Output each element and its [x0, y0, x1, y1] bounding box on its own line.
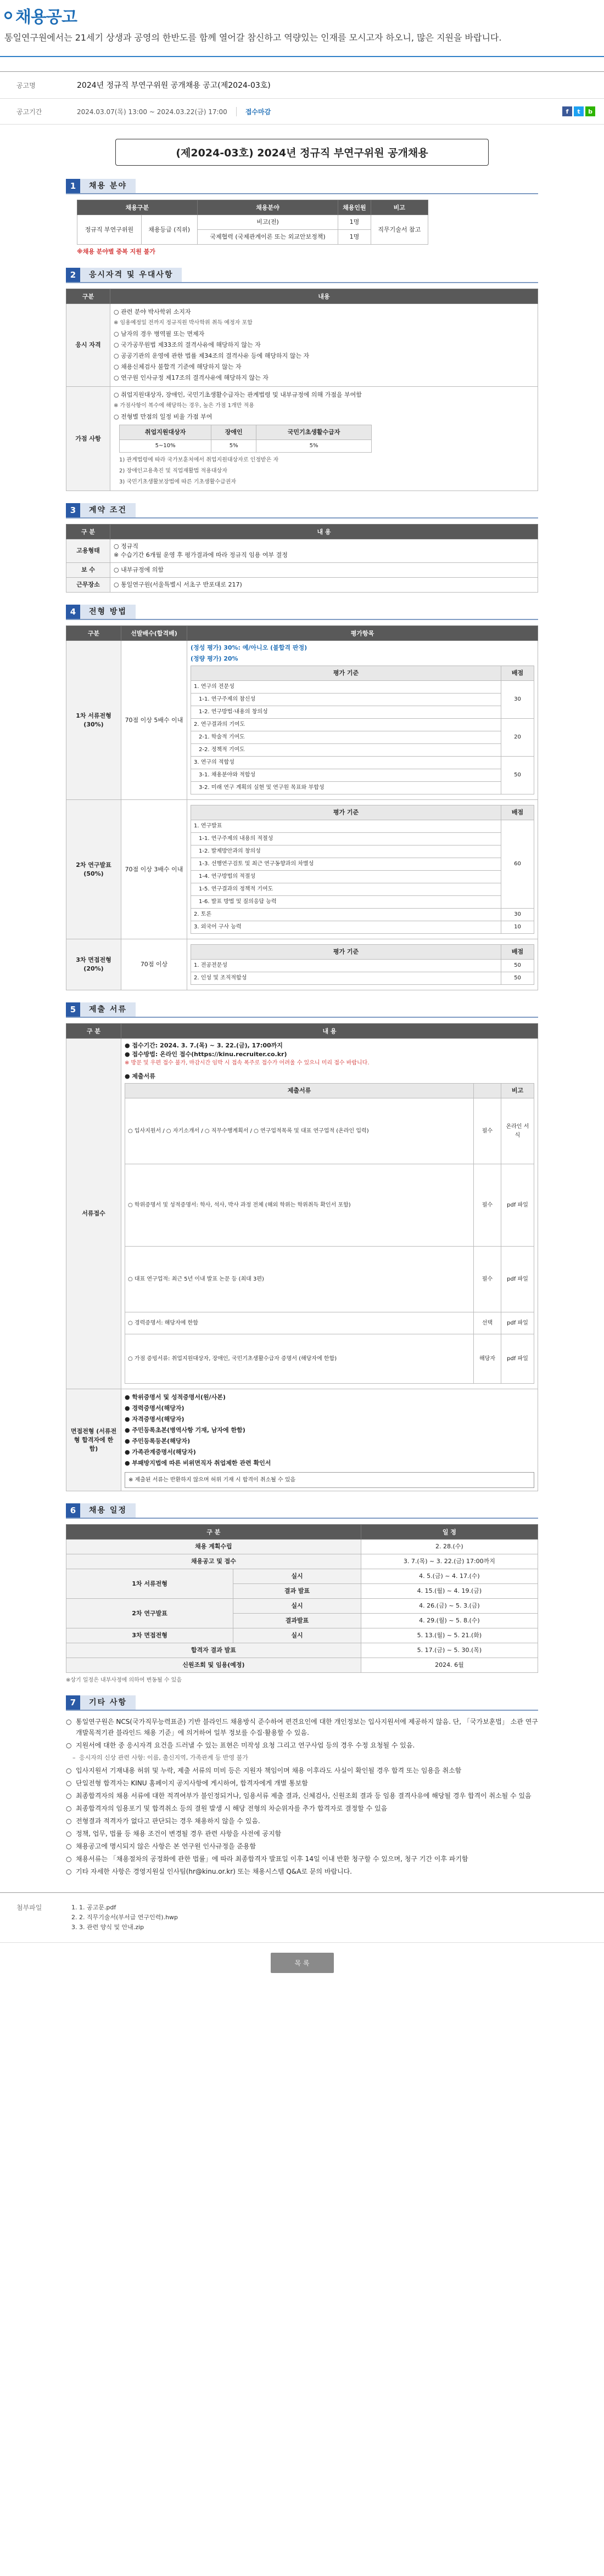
schedule-sub: 결과 발표 — [233, 1584, 361, 1599]
criteria-item: 2. 연구결과의 기여도 — [191, 719, 501, 731]
section-number: 3 — [66, 503, 80, 517]
apply-note: ※ 방문 및 우편 접수 불가, 마감시간 임박 시 접속 폭주로 접수가 어려울 수 있으니 미리 접수 바랍니다. — [125, 1060, 370, 1066]
table-header: 채용분야 — [197, 200, 338, 215]
documents-subtitle: ● 제출서류 — [125, 1073, 155, 1080]
recruit-count: 1명 — [338, 230, 371, 245]
schedule-label: 1차 서류전형 — [66, 1569, 233, 1599]
table-header: 평가 기준 — [191, 945, 501, 960]
table-header: 평가항목 — [187, 626, 538, 641]
list-item: ○ 입사지원서 기재내용 허위 및 누락, 제출 서류의 미비 등은 지원자 책임이며 채용 이후라도 사실이 확인될 경우 합격 또는 임용을 취소함 — [66, 1765, 538, 1776]
section-title: 전형 방법 — [80, 605, 136, 619]
list-item: ※ 가점사항이 복수에 해당하는 경우, 높은 가점 1개만 적용 — [114, 403, 254, 409]
doc-desc: ○ 가점 증빙서류: 취업지원대상자, 장애인, 국민기초생활수급자 증명서 (해당자에 한함) — [125, 1334, 474, 1384]
schedule-value: 4. 5.(금) ~ 4. 17.(수) — [361, 1569, 538, 1584]
table-cell: 5% — [256, 440, 372, 453]
schedule-value: 4. 26.(금) ~ 5. 3.(금) — [361, 1599, 538, 1614]
list-item: ○ 공공기관의 운영에 관한 법률 제34조의 결격사유 등에 해당하지 않는 자 — [114, 352, 310, 359]
required-docs-table — [125, 1083, 534, 1384]
section-title: 응시자격 및 우대사항 — [80, 268, 182, 282]
section-title: 제출 서류 — [80, 1002, 136, 1017]
period-label: 공고기간 — [16, 108, 42, 116]
schedule-value: 3. 7.(목) ~ 3. 22.(금) 17:00까지 — [361, 1554, 538, 1569]
list-item: ○ 관련 분야 박사학위 소지자 — [114, 308, 191, 315]
criteria-item: 1-6. 발표 방법 및 질의응답 능력 — [191, 896, 501, 909]
section-7-header — [66, 1695, 538, 1711]
recruit-field-table — [77, 200, 428, 245]
criteria-item: 3-1. 채용분야와 적합성 — [191, 769, 501, 782]
schedule-sub: 실시 — [233, 1599, 361, 1614]
section-5-header — [66, 1002, 538, 1018]
documents-label: 서류접수 — [66, 1039, 121, 1389]
section-number: 1 — [66, 179, 80, 193]
section-number: 6 — [66, 1503, 80, 1518]
schedule-table — [66, 1524, 538, 1673]
criteria-points: 30 — [501, 909, 534, 921]
page-intro: 통일연구원에서는 21세기 상생과 공영의 한반도를 함께 열어갈 참신하고 역량있는 인재를 모시고자 하오니, 많은 지원을 바랍니다. — [4, 32, 502, 43]
doc-desc: ○ 경력증명서: 해당자에 한함 — [125, 1312, 474, 1334]
subject-label: 공고명 — [16, 81, 36, 89]
criteria-points: 50 — [501, 972, 534, 985]
schedule-value: 5. 13.(월) ~ 5. 21.(화) — [361, 1628, 538, 1643]
stage-intro: (정량 평가) 20% — [191, 655, 238, 662]
table-header: 배점 — [501, 945, 534, 960]
table-header: 배점 — [501, 666, 534, 681]
list-item: ○ 채용공고에 명시되지 않은 사항은 본 연구원 인사규정을 준용함 — [66, 1841, 538, 1852]
recruit-grade: 채용등급 (직위) — [141, 215, 197, 245]
schedule-value: 2024. 6월 — [361, 1658, 538, 1673]
list-item: – 응시자의 신상 관련 사항: 이름, 출신지역, 가족관계 등 반영 불가 — [66, 1752, 538, 1763]
section-1-header — [66, 179, 538, 194]
table-header: 취업지원대상자 — [120, 425, 211, 440]
apply-period: ● 접수기간: 2024. 3. 7.(목) ~ 3. 22.(금), 17:00까지 — [125, 1042, 283, 1049]
list-item: 2) 장애인고용촉진 및 직업재활법 적용대상자 — [119, 468, 227, 474]
notice-subject: 2024년 정규직 부연구위원 공개채용 공고(제2024-03호) — [77, 81, 271, 90]
list-item: ● 부패방지법에 따른 비위면직자 취업제한 관련 확인서 — [125, 1459, 271, 1467]
qualification-label: 응시 자격 — [66, 304, 110, 387]
criteria-item: 1. 연구의 전문성 — [191, 681, 501, 694]
attachment-link[interactable]: 1. 1. 공고문.pdf — [71, 1904, 116, 1911]
table-header: 내 용 — [110, 525, 538, 539]
title-bullet-icon — [4, 12, 12, 19]
section-6-header — [66, 1503, 538, 1519]
list-item: ● 학위증명서 및 성적증명서(원/사본) — [125, 1394, 226, 1401]
criteria-item: 2. 토론 — [191, 909, 501, 921]
recruit-field: 국제협력 (국제관계이론 또는 외교안보정책) — [197, 230, 338, 245]
doc-remark: 온라인 서식 — [501, 1098, 534, 1164]
table-header: 제출서류 — [125, 1084, 474, 1098]
contract-table — [66, 524, 538, 593]
criteria-item: 2-1. 학술적 기여도 — [191, 731, 501, 744]
criteria-table — [191, 666, 534, 794]
list-item: ● 주민등록초본(병역사항 기재, 남자에 한함) — [125, 1427, 245, 1434]
criteria-item: 1-1. 연구주제의 내용의 적절성 — [191, 833, 501, 845]
contract-value: ○ 정규직 ※ 수습기간 6개월 운영 후 평가결과에 따라 정규직 임용 여부 결정 — [110, 539, 538, 563]
contract-label: 근무장소 — [66, 578, 110, 593]
stage-name: 3차 면접전형 (20%) — [66, 939, 121, 990]
table-header: 구분 — [66, 289, 110, 304]
schedule-label: 채용 계획수립 — [66, 1540, 361, 1554]
preference-label: 가점 사항 — [66, 387, 110, 491]
doc-remark: pdf 파일 — [501, 1164, 534, 1247]
notice-meta — [0, 71, 604, 125]
recruit-field: 비고(전) — [197, 215, 338, 230]
schedule-sub: 실시 — [233, 1569, 361, 1584]
doc-desc: ○ 입사지원서 / ○ 자기소개서 / ○ 직무수행계획서 / ○ 연구업적목록 및 대표 연구업적 (온라인 입력) — [125, 1098, 474, 1164]
criteria-points: 20 — [501, 719, 534, 757]
attachments — [0, 1892, 604, 1943]
section-4-header — [66, 605, 538, 620]
table-header: 채용구분 — [77, 200, 198, 215]
criteria-item: 1-2. 발제방안과의 창의성 — [191, 845, 501, 858]
preference-notes — [119, 455, 534, 488]
preference-points-table — [119, 425, 372, 453]
list-item: ○ 단일전형 합격자는 KINU 홈페이지 공지사항에 게시하여, 합격자에게 개별 통보함 — [66, 1778, 538, 1789]
criteria-item: 3-2. 미래 연구 계획의 실현 및 연구원 목표와 부합성 — [191, 782, 501, 794]
criteria-item: 1. 연구발표 — [191, 820, 501, 833]
section-3-header — [66, 503, 538, 518]
table-cell: 5% — [211, 440, 256, 453]
contract-label: 보 수 — [66, 563, 110, 578]
attachment-link[interactable]: 2. 2. 직무기술서(부서급 연구인력).hwp — [71, 1914, 178, 1921]
table-header: 비고 — [501, 1084, 534, 1098]
doc-remark: pdf 파일 — [501, 1247, 534, 1312]
stage-intro: (정성 평가) 30%: 예/아니오 (불합격 판정) — [191, 644, 307, 651]
stage-name: 1차 서류전형 (30%) — [66, 641, 121, 800]
table-header: 선발배수(합격배) — [121, 626, 187, 641]
list-item: ● 가족관계증명서(해당자) — [125, 1448, 196, 1456]
section-2-header — [66, 268, 538, 283]
criteria-item: 1-4. 연구방법의 적절성 — [191, 871, 501, 883]
schedule-label: 합격자 결과 발표 — [66, 1643, 361, 1658]
list-item: ● 주민등록등본(해당자) — [125, 1438, 191, 1445]
schedule-value: 5. 17.(금) ~ 5. 30.(목) — [361, 1643, 538, 1658]
section-title: 채용 일정 — [80, 1503, 136, 1518]
list-item: ○ 통일연구원은 NCS(국가직무능력표준) 기반 블라인드 채용방식 준수하여 편견요인에 대한 개인정보는 입사지원서에 제공하지 않음. 단, 「국가보훈법」 소관 연구개발목적기관 블라인드 채용 기준」에 의거하여 일부 정보를 수집·활용할 수 있음. — [66, 1716, 538, 1738]
attachment-list — [71, 1903, 178, 1932]
criteria-item: 3. 연구의 적합성 — [191, 757, 501, 769]
twitter-share-icon[interactable]: t — [574, 106, 584, 116]
criteria-points: 10 — [501, 921, 534, 934]
table-header: 구분 — [66, 626, 121, 641]
misc-list — [66, 1716, 538, 1877]
doc-desc: ○ 학위증명서 및 성적증명서: 학사, 석사, 박사 과정 전체 (해외 학위는 학위취득 확인서 포함) — [125, 1164, 474, 1247]
attachments-label: 첨부파일 — [16, 1904, 42, 1912]
schedule-sub: 결과발표 — [233, 1614, 361, 1628]
list-item: ○ 정책, 업무, 법률 등 채용 조건이 변경될 경우 관련 사항을 사전에 공지함 — [66, 1828, 538, 1839]
table-header: 평가 기준 — [191, 666, 501, 681]
list-item: ○ 채용서류는 「채용절차의 공정화에 관한 법률」에 따라 최종합격자 발표일 이후 14일 이내 반환 청구할 수 있으며, 청구 기간 이후 파기함 — [66, 1853, 538, 1864]
doc-form: 필수 — [474, 1098, 501, 1164]
doc-remark: pdf 파일 — [501, 1312, 534, 1334]
criteria-points: 60 — [501, 820, 534, 909]
section-title: 채용 분야 — [80, 179, 136, 193]
criteria-points: 30 — [501, 681, 534, 719]
list-item: ○ 전형결과 적격자가 없다고 판단되는 경우 채용하지 않을 수 있음. — [66, 1816, 538, 1827]
documents-label: 면접전형 (서류전형 합격자에 한함) — [66, 1389, 121, 1491]
list-item: ○ 지원서에 대한 중 응시자격 요건을 드러낼 수 있는 표현은 미작성 요청 그리고 연구사업 등의 경우 수정 요청될 수 있음. — [66, 1740, 538, 1751]
list-item: ○ 남자의 경우 병역필 또는 면제자 — [114, 330, 205, 337]
list-item: ○ 취업지원대상자, 장애인, 국민기초생활수급자는 관계법령 및 내부규정에 의해 가점을 부여함 — [114, 391, 362, 398]
meta-row-period — [0, 99, 604, 125]
recruit-note: ※채용 분야별 중복 지원 불가 — [77, 248, 155, 255]
criteria-item: 2. 인성 및 조직적합성 — [191, 972, 501, 985]
schedule-label: 2차 연구발표 — [66, 1599, 233, 1628]
list-item: ○ 최종합격자의 임용포기 및 합격취소 등의 결원 발생 시 해당 전형의 차순위자를 추가 합격자로 결정할 수 있음 — [66, 1803, 538, 1814]
criteria-item: 3. 외국어 구사 능력 — [191, 921, 501, 934]
list-item: ※ 임용예정일 전까지 정규직원 박사학위 취득 예정자 포함 — [114, 320, 253, 326]
schedule-label: 3차 면접전형 — [66, 1628, 233, 1643]
doc-desc: ○ 대표 연구업적: 최근 5년 이내 발표 논문 등 (최대 3편) — [125, 1247, 474, 1312]
facebook-share-icon[interactable]: f — [562, 106, 572, 116]
criteria-item: 1-3. 선행연구검토 및 최근 연구동향과의 차별성 — [191, 858, 501, 871]
criteria-item: 1-1. 연구주제의 참신성 — [191, 694, 501, 706]
stage-name: 2차 연구발표 (50%) — [66, 800, 121, 939]
list-item: 1) 관계법령에 따라 국가보훈처에서 취업지원대상자로 인정받은 자 — [119, 457, 279, 463]
document-title: (제2024-03호) 2024년 정규직 부연구위원 공개채용 — [115, 139, 489, 166]
table-header: 구 분 — [66, 1024, 121, 1039]
page-title — [4, 3, 604, 27]
section-number: 2 — [66, 268, 80, 282]
schedule-sub: 실시 — [233, 1628, 361, 1643]
criteria-item: 1. 전공전문성 — [191, 960, 501, 972]
list-item: ○ 국가공무원법 제33조의 결격사유에 해당하지 않는 자 — [114, 341, 261, 348]
table-header: 구 분 — [66, 1525, 361, 1540]
list-button[interactable]: 목 록 — [271, 1953, 334, 1973]
criteria-table — [191, 944, 534, 985]
final-docs-list — [125, 1392, 534, 1469]
section-number: 4 — [66, 605, 80, 619]
table-header: 채용인원 — [338, 200, 371, 215]
preference-list — [114, 390, 534, 422]
criteria-table — [191, 805, 534, 934]
schedule-value: 4. 29.(월) ~ 5. 8.(수) — [361, 1614, 538, 1628]
list-item: 3) 국민기초생활보장법에 따른 기초생활수급권자 — [119, 479, 236, 485]
table-header: 평가 기준 — [191, 805, 501, 820]
contract-value: ○ 통일연구원(서울특별시 서초구 반포대로 217) — [110, 578, 538, 593]
schedule-note: ※상기 일정은 내부사정에 의하여 변동될 수 있음 — [66, 1677, 182, 1683]
table-header: 내 용 — [121, 1024, 538, 1039]
list-item: ● 경력증명서(해당자) — [125, 1405, 184, 1412]
list-item: ○ 전형별 만점의 일정 비율 가점 부여 — [114, 413, 212, 420]
list-item: ○ 기타 자세한 사항은 경영지원실 인사팀(hr@kinu.or.kr) 또는 채용시스템 Q&A로 문의 바랍니다. — [66, 1866, 538, 1877]
criteria-item: 1-2. 연구방법·내용의 창의성 — [191, 706, 501, 719]
doc-form: 해당자 — [474, 1334, 501, 1384]
section-title: 기타 사항 — [80, 1695, 136, 1710]
table-header: 배점 — [501, 805, 534, 820]
final-docs-note: ※ 제출된 서류는 반환하지 않으며 허위 기재 시 합격이 취소될 수 있음 — [125, 1472, 534, 1488]
section-title: 계약 조건 — [80, 503, 136, 517]
criteria-item: 2-2. 정책적 기여도 — [191, 744, 501, 757]
schedule-value: 2. 28.(수) — [361, 1540, 538, 1554]
table-header: 일 정 — [361, 1525, 538, 1540]
notice-period: 2024.03.07(목) 13:00 ~ 2024.03.22(금) 17:00 — [77, 108, 227, 116]
page-header — [0, 0, 604, 57]
qualification-table — [66, 289, 538, 491]
stage-multiple: 70점 이상 5배수 이내 — [121, 641, 187, 800]
schedule-label: 채용공고 및 접수 — [66, 1554, 361, 1569]
blog-share-icon[interactable]: b — [585, 106, 595, 116]
stage-multiple: 70점 이상 — [121, 939, 187, 990]
selection-method-table — [66, 625, 538, 990]
recruit-count: 1명 — [338, 215, 371, 230]
section-number: 7 — [66, 1695, 80, 1710]
criteria-points: 50 — [501, 757, 534, 794]
criteria-item: 1-5. 연구결과의 정책적 기여도 — [191, 883, 501, 896]
documents-table — [66, 1023, 538, 1491]
share-buttons — [562, 106, 595, 116]
table-cell: 5~10% — [120, 440, 211, 453]
recruit-type: 정규직 부연구위원 — [77, 215, 142, 245]
table-header: 비고 — [371, 200, 428, 215]
notice-document — [66, 139, 538, 1877]
table-header: 장애인 — [211, 425, 256, 440]
contract-label: 고용형태 — [66, 539, 110, 563]
stage-multiple: 70점 이상 3배수 이내 — [121, 800, 187, 939]
table-header: 내용 — [110, 289, 538, 304]
contract-value: ○ 내부규정에 의함 — [110, 563, 538, 578]
table-header: 국민기초생활수급자 — [256, 425, 372, 440]
table-header: 구 분 — [66, 525, 110, 539]
qualification-list — [114, 307, 534, 384]
table-header — [474, 1084, 501, 1098]
list-item: ○ 최종합격자의 채용 서류에 대한 적격여부가 불인정되거나, 임용서류 제출 결과, 신체검사, 신원조회 결과 등 임용 결격사유에 해당될 경우 합격이 취소될 수 있음 — [66, 1790, 538, 1801]
doc-form: 선택 — [474, 1312, 501, 1334]
list-item: ● 자격증명서(해당자) — [125, 1416, 184, 1423]
doc-form: 필수 — [474, 1247, 501, 1312]
meta-row-subject — [0, 72, 604, 99]
doc-remark: pdf 파일 — [501, 1334, 534, 1384]
section-number: 5 — [66, 1002, 80, 1017]
status-badge: 접수마감 — [236, 107, 271, 116]
criteria-points: 50 — [501, 960, 534, 972]
apply-method: ● 접수방법: 온라인 접수(https://kinu.recruiter.co.kr) — [125, 1051, 287, 1058]
recruit-remark: 직무기술서 참고 — [371, 215, 428, 245]
page-title-text: 채용공고 — [15, 8, 77, 27]
attachment-link[interactable]: 3. 3. 관련 양식 및 안내.zip — [71, 1924, 144, 1931]
list-item: ○ 채용신체검사 불합격 기준에 해당하지 않는 자 — [114, 363, 242, 370]
list-item: ○ 연구원 인사규정 제17조의 결격사유에 해당하지 않는 자 — [114, 374, 269, 381]
schedule-value: 4. 15.(월) ~ 4. 19.(금) — [361, 1584, 538, 1599]
doc-form: 필수 — [474, 1164, 501, 1247]
schedule-label: 신원조회 및 임용(예정) — [66, 1658, 361, 1673]
